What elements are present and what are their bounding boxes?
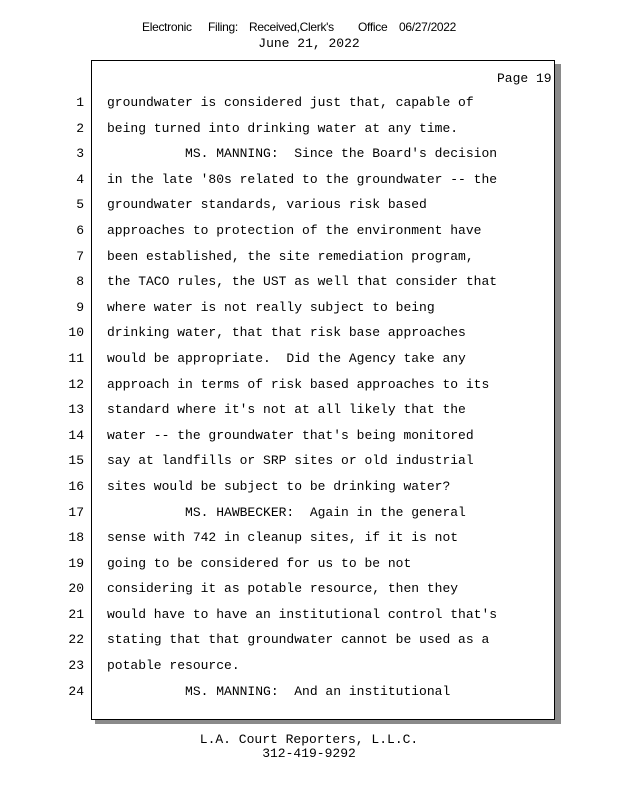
line-text: MS. MANNING: And an institutional [107, 683, 451, 699]
transcript-line [0, 372, 618, 398]
footer-company: L.A. Court Reporters, L.L.C. [199, 732, 419, 747]
line-number: 11 [68, 350, 84, 366]
line-number: 22 [68, 632, 84, 648]
transcript-line [0, 525, 618, 551]
transcript-line [0, 602, 618, 628]
line-text: approaches to protection of the environment have [107, 222, 482, 238]
filing-stamp-office: Office [358, 20, 388, 34]
transcript-line [0, 679, 618, 705]
line-number: 5 [76, 197, 84, 213]
line-number: 2 [76, 120, 84, 136]
line-text: in the late '80s related to the groundwater -- the [107, 171, 498, 187]
line-number: 21 [68, 606, 84, 622]
line-text: potable resource. [107, 658, 240, 674]
transcript-line [0, 244, 618, 270]
transcript-line [0, 295, 618, 321]
line-number: 8 [76, 274, 84, 290]
line-text: MS. HAWBECKER: Again in the general [107, 504, 466, 520]
transcript-line [0, 653, 618, 679]
line-number: 7 [76, 248, 84, 264]
transcript-line [0, 397, 618, 423]
line-text: going to be considered for us to be not [107, 555, 412, 571]
transcript-line [0, 627, 618, 653]
transcript-line [0, 576, 618, 602]
transcript-line [0, 192, 618, 218]
hearing-date: June 21, 2022 [258, 36, 360, 51]
line-text: standard where it's not at all likely that the [107, 402, 466, 418]
line-number: 13 [68, 402, 84, 418]
line-number: 12 [68, 376, 84, 392]
transcript-line [0, 167, 618, 193]
transcript-line [0, 448, 618, 474]
line-number: 16 [68, 478, 84, 494]
footer-phone: 312-419-9292 [262, 746, 356, 761]
line-text: being turned into drinking water at any time. [107, 120, 459, 136]
line-number: 19 [68, 555, 84, 571]
line-text: stating that that groundwater cannot be used as a [107, 632, 490, 648]
filing-stamp-filing: Filing: [208, 20, 238, 34]
transcript-line [0, 500, 618, 526]
transcript-line [0, 218, 618, 244]
line-number: 3 [76, 146, 84, 162]
line-text: where water is not really subject to being [107, 299, 435, 315]
page-number: Page 19 [497, 71, 552, 86]
transcript-line [0, 269, 618, 295]
line-text: groundwater is considered just that, capable of [107, 95, 474, 110]
transcript-line [0, 90, 618, 116]
filing-stamp-received: Received,Clerk's [249, 20, 334, 34]
line-text: been established, the site remediation program, [107, 248, 474, 264]
footer [0, 733, 618, 761]
transcript-line [0, 423, 618, 449]
line-number: 10 [68, 325, 84, 341]
line-number: 6 [76, 222, 84, 238]
line-number: 1 [76, 95, 84, 110]
line-text: sites would be subject to be drinking water? [107, 478, 451, 494]
transcript-line [0, 346, 618, 372]
transcript-line [0, 141, 618, 167]
line-number: 23 [68, 658, 84, 674]
line-text: the TACO rules, the UST as well that consider that [107, 274, 498, 290]
line-number: 24 [68, 683, 84, 699]
line-text: would be appropriate. Did the Agency take any [107, 350, 466, 366]
line-text: water -- the groundwater that's being monitored [107, 427, 474, 443]
line-number: 9 [76, 299, 84, 315]
transcript-line [0, 320, 618, 346]
line-number: 20 [68, 581, 84, 597]
line-number: 14 [68, 427, 84, 443]
filing-stamp-date: 06/27/2022 [399, 20, 457, 34]
line-text: say at landfills or SRP sites or old industrial [107, 453, 474, 469]
transcript-line [0, 474, 618, 500]
line-text: considering it as potable resource, then they [107, 581, 459, 597]
line-text: approach in terms of risk based approaches to its [107, 376, 490, 392]
line-text: would have to have an institutional control that's [107, 606, 498, 622]
transcript-line [0, 551, 618, 577]
line-text: MS. MANNING: Since the Board's decision [107, 146, 498, 162]
line-number: 17 [68, 504, 84, 520]
line-number: 18 [68, 530, 84, 546]
transcript-lines [0, 90, 618, 704]
line-number: 4 [76, 171, 84, 187]
line-text: drinking water, that that risk base approaches [107, 325, 466, 341]
transcript-line [0, 116, 618, 142]
line-text: groundwater standards, various risk based [107, 197, 427, 213]
line-text: sense with 742 in cleanup sites, if it is not [107, 530, 459, 546]
line-number: 15 [68, 453, 84, 469]
filing-stamp-electronic: Electronic [142, 20, 192, 34]
